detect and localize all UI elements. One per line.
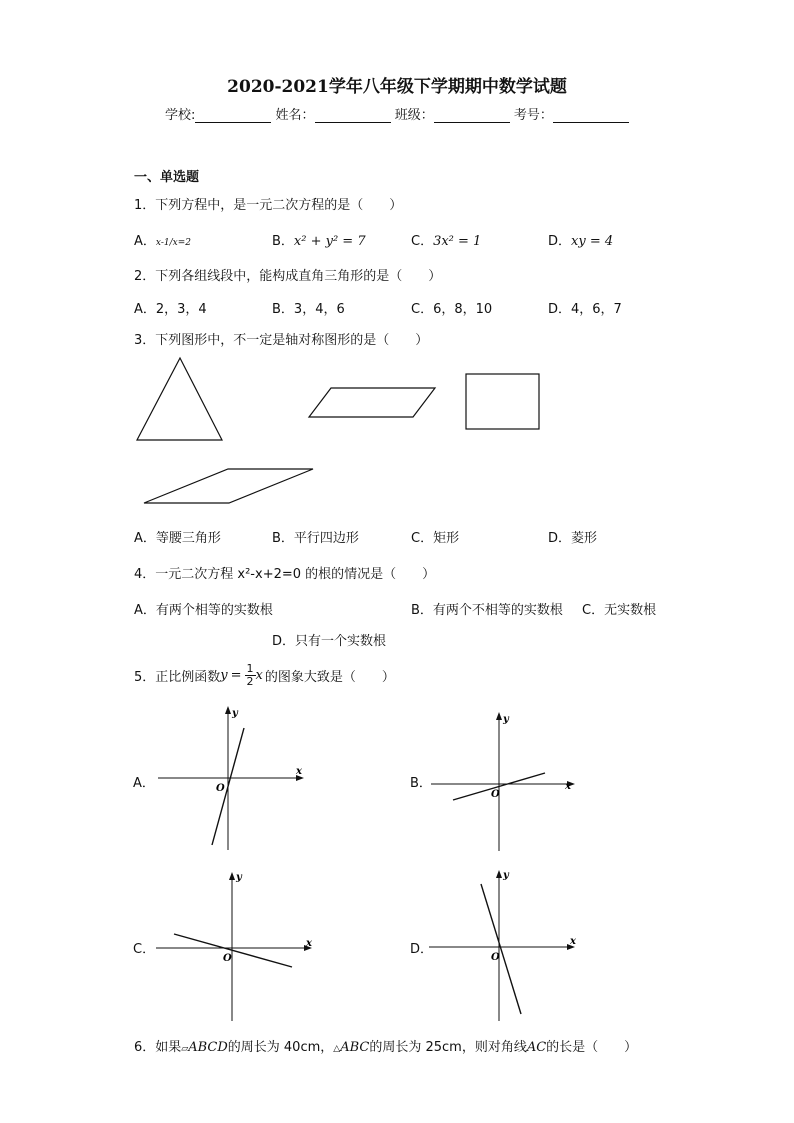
svg-text:y: y [236,872,242,883]
q3-option-a[interactable]: A．等腰三角形 [134,531,221,546]
q5-option-d-label[interactable]: D． [410,942,434,957]
q5-graph-b [425,706,585,856]
q4-option-a[interactable]: A．有两个相等的实数根 [134,603,273,618]
q4-option-b[interactable]: B．有两个不相等的实数根 [411,603,563,618]
q3-stem: 3．下列图形中，不一定是轴对称图形的是（ ） [134,333,429,348]
graph-d-line [481,884,521,1014]
class-label: 班级： [394,108,434,123]
q3-option-c[interactable]: C．矩形 [411,531,460,546]
q5-graph-a [150,700,310,855]
q3-option-d[interactable]: D．菱形 [548,531,598,546]
q1-option-d[interactable]: D．xy = 4 [548,234,614,249]
q2-option-d[interactable]: D．4，6，7 [548,302,622,317]
q3-shapes-figure [0,350,794,520]
q1-b-expr: x² + y² = 7 [293,234,366,249]
q1-option-a[interactable]: A．x-1/x=2 [134,234,191,249]
q2-stem: 2．下列各组线段中，能构成直角三角形的是（ ） [134,269,442,284]
q5-graph-d [425,866,585,1026]
svg-text:y: y [503,714,509,725]
q5-option-b-label[interactable]: B． [410,776,432,791]
q1-option-b[interactable]: B．x² + y² = 7 [272,234,366,249]
section-heading: 一、单选题 [134,170,200,185]
q4-option-c[interactable]: C．无实数根 [582,603,657,618]
q1-stem: 1．下列方程中，是一元二次方程的是（ ） [134,198,403,213]
svg-text:y: y [503,870,509,881]
page-title: 2020-2021学年八年级下学期期中数学试题 [227,77,567,97]
triangle-symbol: △ [333,1044,341,1054]
q4-stem: 4．一元二次方程 x²-x+2=0 的根的情况是（ ） [134,567,436,582]
q3-option-b[interactable]: B．平行四边形 [272,531,359,546]
q5-option-c-label[interactable]: C． [133,942,156,957]
q1-d-expr: xy = 4 [571,234,614,249]
svg-text:O: O [491,952,500,963]
rhombus-shape [144,469,313,503]
q2-option-b[interactable]: B．3，4，6 [272,302,345,317]
q5-graph-c [150,866,320,1026]
svg-text:x: x [570,936,576,947]
class-blank[interactable] [434,108,510,123]
q4-option-d[interactable]: D．只有一个实数根 [272,634,387,649]
q1-c-expr: 3x² = 1 [433,234,482,249]
q5-option-a-label[interactable]: A． [133,776,155,791]
rectangle-shape [466,374,539,429]
q1-a-expr: x-1/x=2 [155,238,191,248]
parallelogram-symbol: ▱ [181,1044,189,1054]
q2-option-a[interactable]: A．2，3，4 [134,302,207,317]
name-label: 姓名： [275,108,315,123]
q2-option-c[interactable]: C．6，8，10 [411,302,493,317]
svg-text:O: O [223,953,232,964]
q5-fraction: $\frac{1}{2}$ [246,661,254,688]
svg-text:x: x [565,781,571,792]
q5-stem: 5．正比例函数 y = $\frac{1}{2}$ x 的图象大致是（ ） [134,661,395,688]
number-label: 考号： [513,108,553,123]
student-info-line [165,104,629,123]
svg-text:x: x [306,938,312,949]
svg-text:x: x [296,766,302,777]
graph-c-line [174,934,292,967]
q6-stem: 6．如果▱ABCD的周长为 40cm，△ABC的周长为 25cm，则对角线AC的长是（ ） [134,1040,638,1055]
isosceles-triangle-shape [137,358,222,440]
number-blank[interactable] [553,108,629,123]
q1-option-c[interactable]: C．3x² = 1 [411,234,482,249]
svg-text:O: O [491,789,500,800]
school-label: 学校: [165,108,196,123]
school-blank[interactable] [195,108,271,123]
svg-text:O: O [216,783,225,794]
svg-text:y: y [232,708,238,719]
parallelogram-shape [309,388,435,417]
name-blank[interactable] [315,108,391,123]
